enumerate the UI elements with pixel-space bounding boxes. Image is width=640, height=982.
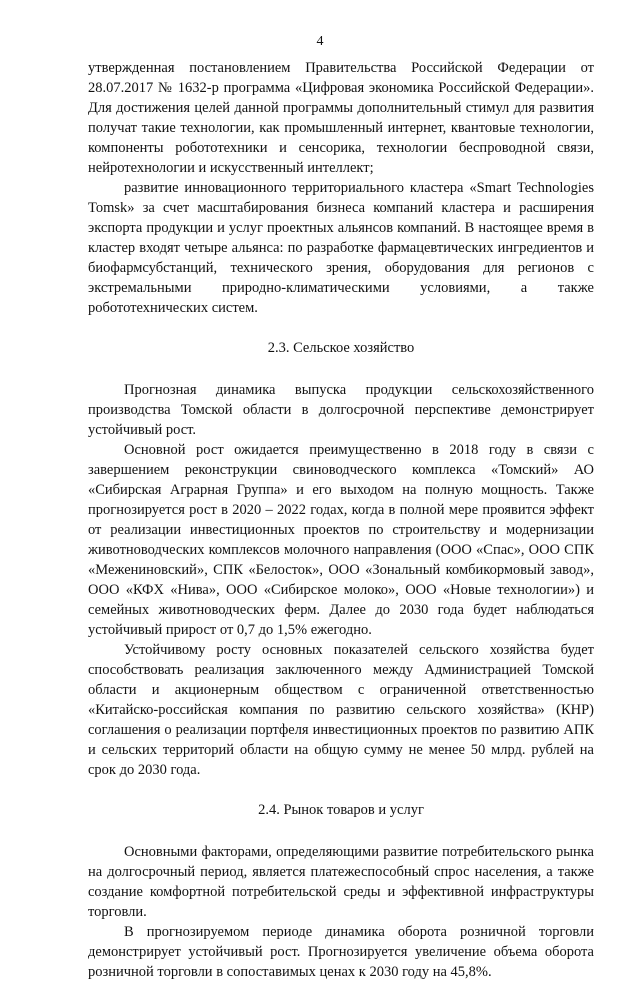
paragraph: В прогнозируемом периоде динамика оборота розничной торговли демонстрирует устойчивый рост. Прогнозируется увеличение объема оборота розничной торговли в сопоставимых ценах к 2030 году на 45,8%.: [88, 924, 594, 980]
paragraph: Основной рост ожидается преимущественно в 2018 году в связи с завершением реконструкции свиноводческого комплекса «Томский» АО «Сибирская Аграрная Группа» и его выходом на полную мощность. Также прогнозируется рост в 2020 – 2022 годах, когда в полной мере проявится эффект от реализации инвестиционных проектов по строительству и модернизации животноводческих комплексов молочного направления (ООО «Спас», ООО СПК «Межениновский», СПК «Белосток», ООО «Зональный комбикормовый завод», ООО «КФХ «Нива», ООО «Сибирское молоко», ООО «Новые технологии») и семейных животноводческих ферм. Далее до 2030 года будет наблюдаться устойчивый прирост от 0,7 до 1,5% ежегодно.: [88, 442, 594, 638]
paragraph: утвержденная постановлением Правительства Российской Федерации от 28.07.2017 № 1632-р программа «Цифровая экономика Российской Федерации». Для достижения целей данной программы дополнительный стимул для развития получат такие технологии, как промышленный интернет, квантовые технологии, компоненты робототехники и сенсорика, технологии беспроводной связи, нейротехнологии и искусственный интеллект;: [88, 60, 594, 176]
document-body: [88, 58, 594, 982]
paragraph: Устойчивому росту основных показателей сельского хозяйства будет способствовать реализация заключенного между Администрацией Томской области и акционерным обществом с ограниченной ответственностью «Китайско-российская компания по развитию сельского хозяйства» (КНР) соглашения о реализации портфеля инвестиционных проектов по развитию АПК и сельских территорий области на общую сумму не менее 50 млрд. рублей на срок до 2030 года.: [88, 642, 594, 778]
paragraph: Основными факторами, определяющими развитие потребительского рынка на долгосрочный период, является платежеспособный спрос населения, а также создание комфортной потребительской среды и эффективной инфраструктуры торговли.: [88, 844, 594, 920]
section-heading-agriculture: 2.3. Сельское хозяйство: [267, 340, 415, 356]
paragraph: Прогнозная динамика выпуска продукции сельскохозяйственного производства Томской области в долгосрочной перспективе демонстрирует устойчивый рост.: [88, 382, 594, 438]
paragraph: развитие инновационного территориального кластера «Smart Technologies Tomsk» за счет масштабирования бизнеса компаний кластера и расширения экспорта продукции и услуг проектных альянсов компаний. В настоящее время в кластер входят четыре альянса: по разработке фармацевтических ингредиентов и биофармсубстанций, технического зрения, оборудования для регионов с экстремальными природно-климатическими условиями, а также робототехнических систем.: [88, 180, 594, 316]
section-heading-market: 2.4. Рынок товаров и услуг: [258, 802, 424, 818]
page-number: 4: [316, 34, 324, 49]
